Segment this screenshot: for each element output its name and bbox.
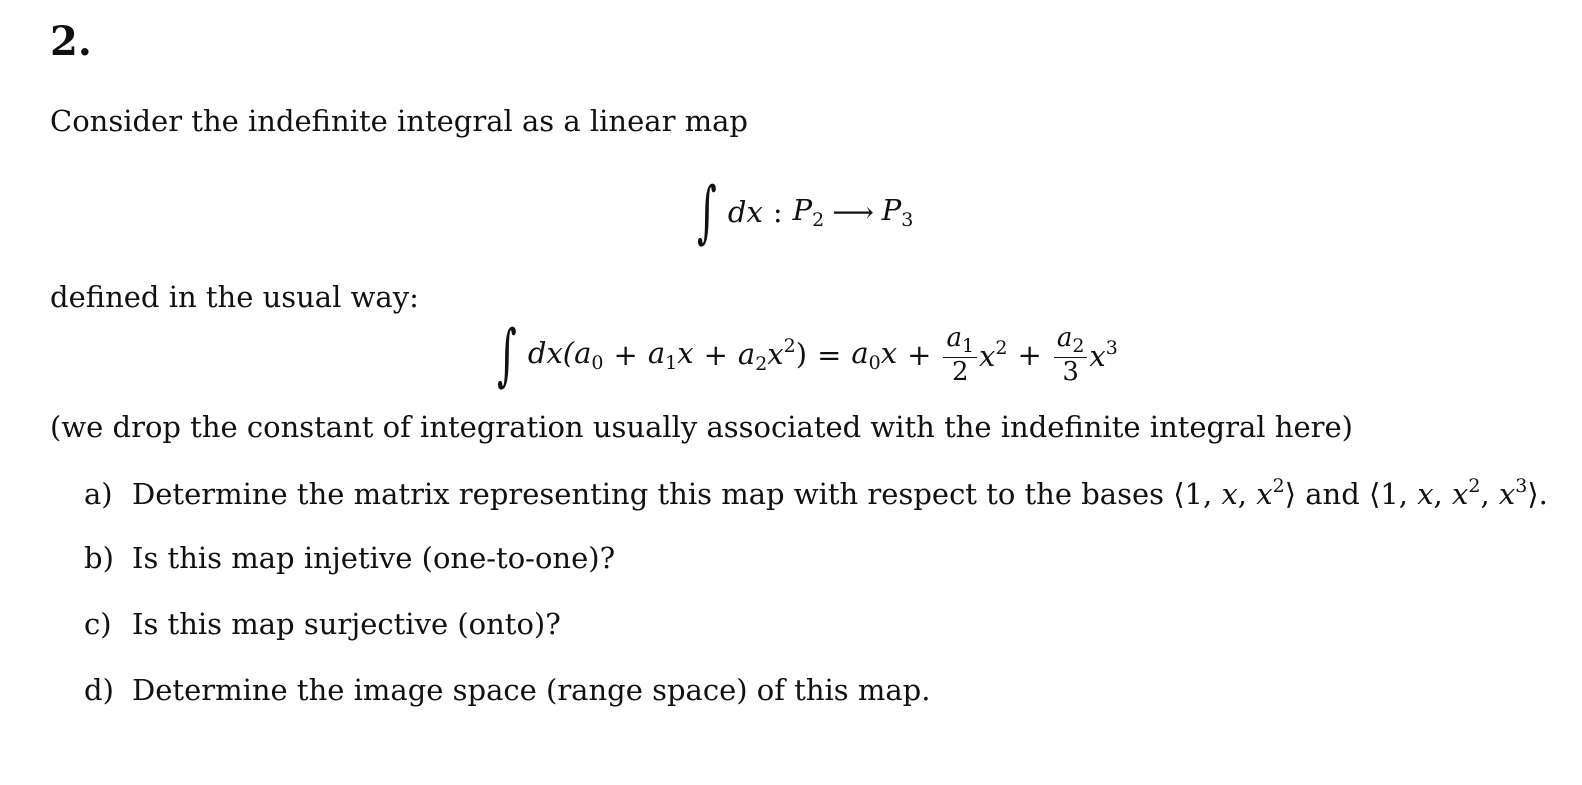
- fraction-denominator: 2: [951, 356, 969, 387]
- x-cubed-term: [1089, 337, 1117, 373]
- basis-1: [1173, 477, 1296, 511]
- note-text: (we drop the constant of integration usually associated with the indefinite integral here): [50, 410, 1353, 444]
- x-squared-term: [979, 337, 1007, 373]
- part-text: Determine the image space (range space) of this map.: [132, 673, 931, 707]
- x-cubed-exponent: 3: [1515, 475, 1528, 497]
- part-label: b): [84, 541, 114, 575]
- x-variable: x: [1089, 339, 1106, 373]
- x-variable: x: [1451, 477, 1469, 511]
- x-variable: x: [1498, 477, 1516, 511]
- equals-sign: =: [817, 338, 842, 372]
- close-paren: ): [795, 337, 808, 371]
- map-arrow: ⟶: [832, 195, 874, 229]
- intro-text: Consider the indefinite integral as a linear map: [50, 104, 748, 138]
- integral-sign: ∫: [497, 315, 517, 394]
- plus-sign: +: [907, 338, 932, 372]
- fraction-numerator: [1054, 324, 1088, 358]
- plus-sign: +: [703, 338, 728, 372]
- codomain-subscript: 3: [901, 209, 914, 231]
- colon-symbol: :: [772, 195, 783, 229]
- a0-subscript: 0: [591, 352, 604, 374]
- comma: ,: [1480, 477, 1499, 511]
- domain-subscript: 2: [812, 209, 825, 231]
- defined-text: defined in the usual way:: [50, 280, 419, 314]
- part-text: Is this map injetive (one-to-one)?: [132, 541, 616, 575]
- domain-space: [793, 193, 825, 231]
- a2-subscript: 2: [755, 353, 768, 375]
- x-variable: x: [677, 336, 694, 370]
- domain-letter: P: [792, 193, 813, 227]
- part-d: [84, 673, 930, 707]
- integral-sign: ∫: [697, 172, 717, 251]
- a0-subscript: 0: [868, 352, 881, 374]
- comma: ,: [1433, 477, 1452, 511]
- a2-subscript: 2: [1072, 334, 1085, 357]
- x-squared-exponent: 2: [783, 335, 796, 357]
- integral-formula: [496, 316, 1118, 394]
- x-squared-exponent: 2: [1468, 475, 1481, 497]
- formula-lhs: [528, 336, 604, 374]
- part-b: [84, 541, 615, 575]
- a2-letter: a: [1056, 322, 1073, 353]
- part-a: [84, 475, 1548, 511]
- basis-close: ⟩: [1284, 477, 1297, 511]
- and-word: and: [1296, 477, 1369, 511]
- a1-letter: a: [946, 322, 962, 353]
- basis-2: [1369, 477, 1548, 511]
- comma: ,: [1237, 477, 1257, 511]
- plus-sign: +: [1017, 338, 1042, 372]
- dx-symbol: dx: [727, 195, 763, 229]
- lhs-open: dx(a: [527, 336, 592, 370]
- a2-letter: a: [737, 337, 756, 371]
- a1-subscript: 1: [961, 334, 975, 357]
- fraction-denominator: 3: [1062, 356, 1079, 387]
- codomain-letter: P: [881, 193, 902, 227]
- x-variable: x: [880, 336, 898, 370]
- x-squared-exponent: 2: [1272, 475, 1285, 497]
- basis-open: ⟨1,: [1368, 477, 1418, 511]
- fraction-a2-over-3: [1054, 324, 1088, 386]
- part-text: Determine the matrix representing this map with respect to the bases: [132, 477, 1174, 511]
- x-variable: x: [979, 339, 996, 373]
- problem-number: 2.: [50, 18, 92, 65]
- map-display-equation: [696, 172, 913, 252]
- part-label: d): [84, 673, 114, 707]
- plus-sign: +: [613, 338, 638, 372]
- term-a1x: [648, 336, 694, 374]
- x-variable: x: [767, 337, 784, 371]
- x-variable: x: [1256, 477, 1273, 511]
- x-cubed-exponent: 3: [1105, 337, 1118, 359]
- x-squared-exponent: 2: [995, 337, 1008, 359]
- basis-open: ⟨1,: [1173, 477, 1222, 511]
- part-c: [84, 607, 561, 641]
- fraction-a1-over-2: [943, 324, 977, 386]
- codomain-space: [882, 193, 914, 231]
- a1-subscript: 1: [665, 352, 678, 374]
- part-label: c): [84, 607, 112, 641]
- term-a0x: [851, 336, 897, 374]
- part-label: a): [84, 477, 113, 511]
- a1-letter: a: [647, 336, 666, 370]
- basis-close: ⟩.: [1527, 477, 1548, 511]
- x-variable: x: [1417, 477, 1434, 511]
- fraction-numerator: [943, 324, 977, 358]
- part-text: Is this map surjective (onto)?: [132, 607, 561, 641]
- a0-letter: a: [851, 336, 869, 370]
- term-a2x2: [738, 335, 807, 375]
- x-variable: x: [1221, 477, 1238, 511]
